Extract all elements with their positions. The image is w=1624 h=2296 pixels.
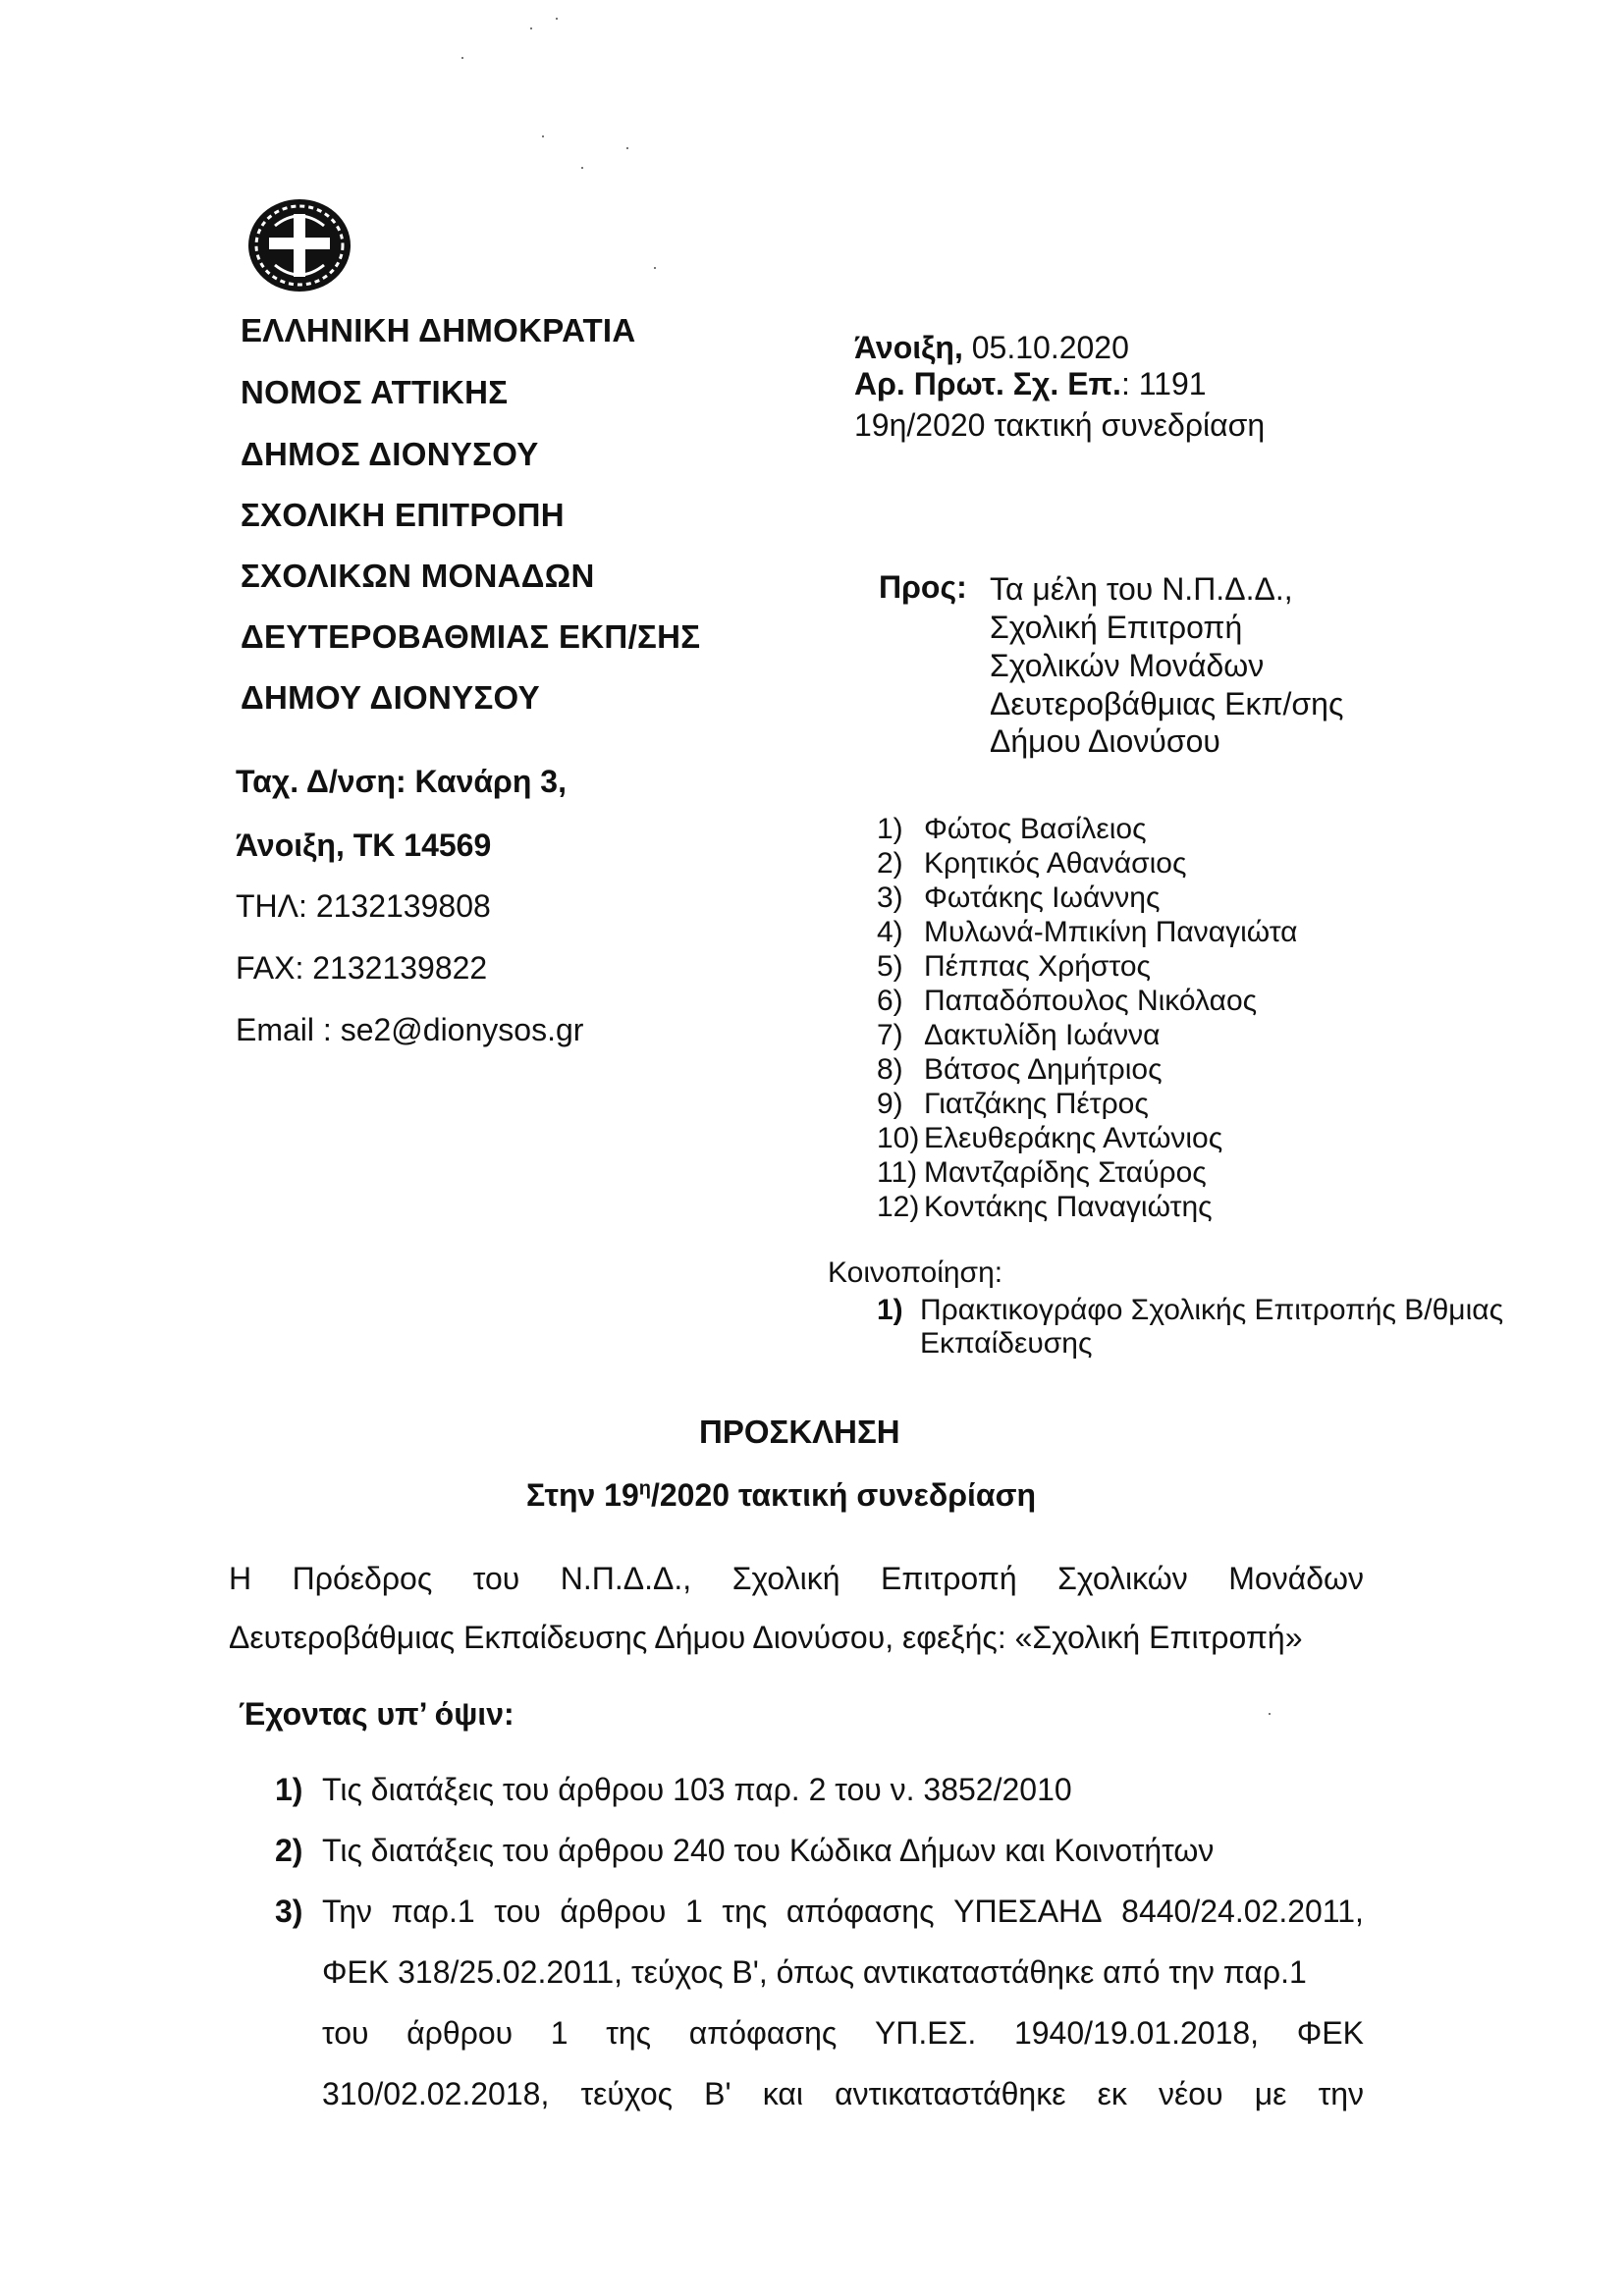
- word: απόφασης: [785, 1894, 935, 1929]
- word: Την: [322, 1894, 372, 1929]
- cc-item-continuation: Εκπαίδευσης: [920, 1327, 1093, 1360]
- email-line: [236, 1012, 583, 1048]
- word: της: [606, 2015, 652, 2051]
- list-item: [877, 1191, 1213, 1224]
- word: Β': [704, 2076, 731, 2111]
- date-line: [854, 330, 1129, 366]
- member-name: Πέππας Χρήστος: [924, 950, 1151, 983]
- list-item: [877, 1019, 1160, 1052]
- intro-line-2: Δευτεροβάθμιας Εκπαίδευσης Δήμου Διονύσου, εφεξής: «Σχολική Επιτροπή»: [229, 1620, 1303, 1655]
- place: Άνοιξη,: [854, 330, 963, 365]
- cc-item: [877, 1294, 1503, 1327]
- word: την: [1318, 2076, 1364, 2111]
- list-item: [877, 916, 1298, 949]
- word: 1940/19.01.2018,: [1013, 2015, 1260, 2051]
- cc-recipient: Πρακτικογράφο Σχολικής Επιτροπής Β/θμιας: [920, 1294, 1504, 1326]
- word: Πρόεδρος: [292, 1561, 433, 1596]
- member-name: Κρητικός Αθανάσιος: [924, 847, 1187, 880]
- list-number: 11): [877, 1156, 918, 1189]
- item3-line-2: ΦΕΚ 318/25.02.2011, τεύχος Β', όπως αντικαταστάθηκε από την παρ.1: [322, 1954, 1307, 1990]
- word: άρθρου: [560, 1894, 667, 1929]
- word: της: [722, 1894, 768, 1929]
- item3-line-4: [322, 2076, 1364, 2112]
- invitation-subtitle: [526, 1477, 1036, 1514]
- to-label: Προς:: [879, 569, 967, 605]
- list-number: 12): [877, 1191, 920, 1223]
- word: 1: [685, 1894, 703, 1929]
- cc-label: Κοινοποίηση:: [828, 1256, 1003, 1289]
- word: του: [472, 1561, 520, 1596]
- member-name: Μαντζαρίδης Σταύρος: [924, 1156, 1207, 1189]
- list-item: [877, 1088, 1149, 1121]
- issuer-line: ΣΧΟΛΙΚΗ ΕΠΙΤΡΟΠΗ: [241, 497, 565, 533]
- list-item: [877, 881, 1160, 915]
- word: ΥΠΕΣΑΗΔ: [953, 1894, 1103, 1929]
- address-line: [236, 764, 567, 800]
- word: του: [322, 2015, 369, 2051]
- issuer-line: ΔΕΥΤΕΡΟΒΑΘΜΙΑΣ ΕΚΠ/ΣΗΣ: [241, 618, 701, 655]
- intro-line-1: [229, 1561, 1364, 1597]
- word: απόφασης: [688, 2015, 838, 2051]
- session-line: 19η/2020 τακτική συνεδρίαση: [854, 407, 1266, 443]
- member-name: Φωτάκης Ιωάννης: [924, 881, 1161, 914]
- member-name: Βάτσος Δημήτριος: [924, 1053, 1163, 1086]
- protocol-line: Αρ. Πρωτ. Σχ. Επ.: 1191: [854, 366, 1207, 401]
- list-number: 2): [275, 1833, 303, 1868]
- protocol-label: Αρ. Πρωτ. Σχ. Επ.: [854, 366, 1121, 401]
- word: Η: [229, 1561, 252, 1596]
- word: Σχολικών: [1057, 1561, 1188, 1596]
- list-number: 10): [877, 1122, 920, 1154]
- list-item: [877, 847, 1186, 881]
- list-number: 1): [275, 1772, 303, 1807]
- protocol-number: 1191: [1138, 366, 1207, 401]
- word: αντικαταστάθηκε: [835, 2076, 1066, 2111]
- address-value: Κανάρη 3,: [414, 764, 567, 799]
- list-number: 6): [877, 985, 903, 1017]
- to-line: Τα μέλη του Ν.Π.Δ.Δ.,: [990, 571, 1293, 607]
- word: και: [762, 2076, 803, 2111]
- member-name: Δακτυλίδη Ιωάννα: [924, 1019, 1161, 1051]
- invitation-title: ΠΡΟΣΚΛΗΣΗ: [699, 1414, 900, 1450]
- list-number: 2): [877, 847, 903, 880]
- coat-of-arms-emblem: [245, 196, 353, 294]
- list-item: [877, 1053, 1163, 1087]
- issuer-line: ΔΗΜΟΣ ΔΙΟΝΥΣΟΥ: [241, 436, 539, 472]
- fax-number: 2132139822: [312, 950, 488, 986]
- word: εκ: [1097, 2076, 1127, 2111]
- word: Επιτροπή: [881, 1561, 1017, 1596]
- item-text: Τις διατάξεις του άρθρου 240 του Κώδικα Δήμων και Κοινοτήτων: [322, 1833, 1215, 1868]
- word: Μονάδων: [1228, 1561, 1364, 1596]
- word: Ν.Π.Δ.Δ.,: [560, 1561, 692, 1596]
- word: του: [494, 1894, 541, 1929]
- list-item: [275, 1772, 1072, 1808]
- phone-line: [236, 888, 491, 925]
- member-name: Φώτος Βασίλειος: [924, 813, 1147, 845]
- member-name: Κοντάκης Παναγιώτης: [924, 1191, 1213, 1223]
- list-number: 7): [877, 1019, 903, 1051]
- email-address: se2@dionysos.gr: [340, 1012, 584, 1047]
- email-label: Email :: [236, 1012, 332, 1047]
- list-number: 3): [877, 881, 903, 914]
- word: 8440/24.02.2011,: [1121, 1894, 1364, 1929]
- list-number: 3): [275, 1894, 303, 1929]
- word: νέου: [1159, 2076, 1223, 2111]
- list-number: 1): [877, 1294, 903, 1326]
- list-item: [877, 1156, 1207, 1190]
- list-item: [275, 1833, 1214, 1869]
- issuer-line: ΝΟΜΟΣ ΑΤΤΙΚΗΣ: [241, 374, 509, 410]
- word: με: [1254, 2076, 1287, 2111]
- to-line: Δήμου Διονύσου: [990, 723, 1220, 759]
- list-number: 5): [877, 950, 903, 983]
- date: 05.10.2020: [971, 330, 1129, 365]
- word: 310/02.02.2018,: [322, 2076, 550, 2111]
- word: ΦΕΚ: [1296, 2015, 1364, 2051]
- fax-label: FAX:: [236, 950, 304, 986]
- address-label: Ταχ. Δ/νση:: [236, 764, 406, 799]
- city-line: Άνοιξη, ΤΚ 14569: [236, 828, 492, 863]
- fax-line: [236, 950, 487, 987]
- list-number: 8): [877, 1053, 903, 1086]
- subtitle-sup: η: [638, 1477, 651, 1500]
- list-item: [877, 813, 1147, 846]
- word: τεύχος: [580, 2076, 674, 2111]
- to-line: Σχολικών Μονάδων: [990, 648, 1265, 683]
- item3-line-1: [322, 1894, 1364, 1930]
- word: παρ.1: [391, 1894, 475, 1929]
- list-number: 9): [877, 1088, 903, 1120]
- issuer-line: ΕΛΛΗΝΙΚΗ ΔΗΜΟΚΡΑΤΙΑ: [241, 312, 636, 348]
- list-item: [877, 985, 1257, 1018]
- to-line: Δευτεροβάθμιας Εκπ/σης: [990, 686, 1344, 721]
- item-text: Τις διατάξεις του άρθρου 103 παρ. 2 του ν. 3852/2010: [322, 1772, 1072, 1807]
- member-name: Μυλωνά-Μπικίνη Παναγιώτα: [924, 916, 1298, 948]
- member-name: Γιατζάκης Πέτρος: [924, 1088, 1149, 1120]
- item3-line-3: [322, 2015, 1364, 2052]
- issuer-line: ΔΗΜΟΥ ΔΙΟΝΥΣΟΥ: [241, 679, 540, 716]
- member-name: Ελευθεράκης Αντώνιος: [924, 1122, 1223, 1154]
- to-line: Σχολική Επιτροπή: [990, 610, 1243, 645]
- phone-label: ΤΗΛ:: [236, 888, 307, 924]
- list-item: [877, 950, 1151, 984]
- phone-number: 2132139808: [315, 888, 491, 924]
- considering-heading: Έχοντας υπ’ όψιν:: [239, 1696, 514, 1732]
- list-number: 4): [877, 916, 903, 948]
- word: άρθρου: [406, 2015, 514, 2051]
- list-number: 1): [877, 813, 903, 845]
- word: Σχολική: [731, 1561, 840, 1596]
- subtitle-post: /2020 τακτική συνεδρίαση: [650, 1477, 1037, 1513]
- word: ΥΠ.ΕΣ.: [874, 2015, 977, 2051]
- issuer-line: ΣΧΟΛΙΚΩΝ ΜΟΝΑΔΩΝ: [241, 558, 595, 594]
- subtitle-pre: Στην 19: [526, 1477, 639, 1513]
- list-item: [877, 1122, 1222, 1155]
- member-name: Παπαδόπουλος Νικόλαος: [924, 985, 1258, 1017]
- word: 1: [550, 2015, 568, 2051]
